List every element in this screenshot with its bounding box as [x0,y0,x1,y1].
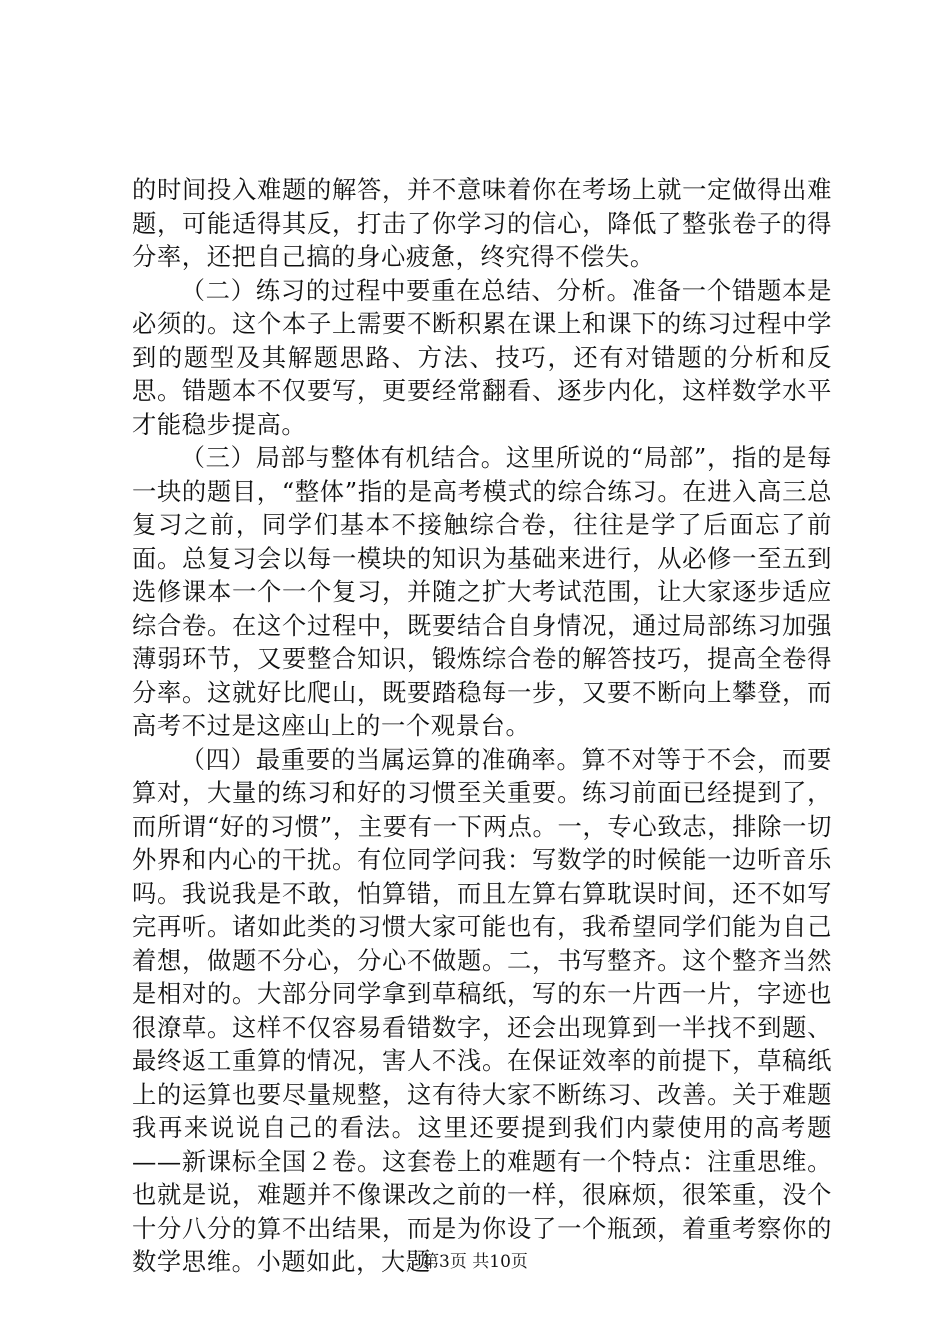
paragraph-continuation: 的时间投入难题的解答，并不意味着你在考场上就一定做得出难题，可能适得其反，打击了你学习的信心，降低了整张卷子的得分率，还把自己搞的身心疲惫，终究得不偿失。 [132,175,832,271]
paragraph-section-4: （四）最重要的当属运算的准确率。算不对等于不会，而要算对，大量的练习和好的习惯至关重要。练习前面已经提到了，而所谓“好的习惯”，主要有一下两点。一，专心致志，排除一切外界和内心的干扰。有位同学问我：写数学的时候能一边听音乐吗。我说我是不敢，怕算错，而且左算右算耽误时间，还不如写完再听。诸如此类的习惯大家可能也有，我希望同学们能为自己着想，做题不分心，分心不做题。二，书写整齐。这个整齐当然是相对的。大部分同学拿到草稿纸，写的东一片西一片，字迹也很潦草。这样不仅容易看错数字，还会出现算到一半找不到题、最终返工重算的情况，害人不浅。在保证效率的前提下，草稿纸上的运算也要尽量规整，这有待大家不断练习、改善。关于难题我再来说说自己的看法。这里还要提到我们内蒙使用的高考题——新课标全国２卷。这套卷上的难题有一个特点：注重思维。也就是说，难题并不像课改之前的一样，很麻烦，很笨重，没个十分八分的算不出结果，而是为你设了一个瓶颈，着重考察你的数学思维。小题如此，大题 [132,744,832,1276]
document-body [132,173,832,1279]
paragraph-section-2: （二）练习的过程中要重在总结、分析。准备一个错题本是必须的。这个本子上需要不断积累在课上和课下的练习过程中学到的题型及其解题思路、方法、技巧，还有对错题的分析和反思。错题本不仅要写，更要经常翻看、逐步内化，这样数学水平才能稳步提高。 [132,275,832,439]
page-footer: 第3页 共10页 [422,1252,528,1272]
paragraph-section-3: （三）局部与整体有机结合。这里所说的“局部”，指的是每一块的题目，“整体”指的是高考模式的综合练习。在进入高三总复习之前，同学们基本不接触综合卷，往往是学了后面忘了前面。总复习会以每一模块的知识为基础来进行，从必修一至五到选修课本一个一个复习，并随之扩大考试范围，让大家逐步适应综合卷。在这个过程中，既要结合自身情况，通过局部练习加强薄弱环节，又要整合知识，锻炼综合卷的解答技巧，提高全卷得分率。这就好比爬山，既要踏稳每一步，又要不断向上攀登，而高考不过是这座山上的一个观景台。 [132,443,832,740]
